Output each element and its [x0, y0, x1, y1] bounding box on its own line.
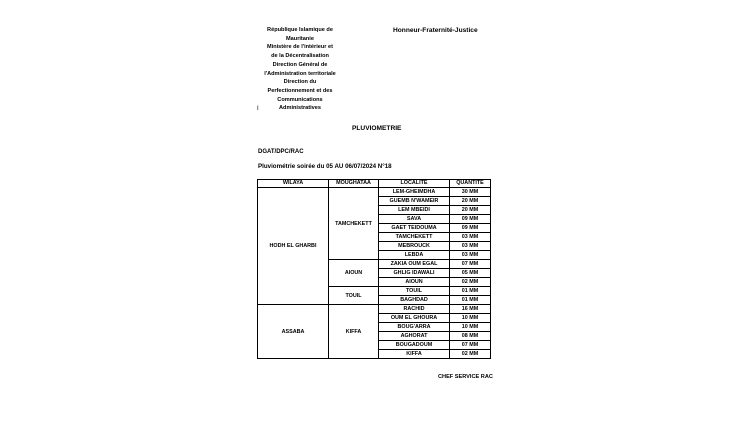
localite-cell: OUM EL GHOURA [379, 314, 450, 323]
issuer-line: Direction du [283, 79, 317, 86]
localite-cell: AGHORAT [379, 332, 450, 341]
quantite-cell: 01 MM [450, 287, 491, 296]
quantite-cell: 10 MM [450, 323, 491, 332]
issuer-line: Communications [277, 96, 323, 103]
quantite-cell: 09 MM [450, 224, 491, 233]
localite-cell: TOUIL [379, 287, 450, 296]
quantite-cell: 02 MM [450, 350, 491, 359]
quantite-cell: 05 MM [450, 269, 491, 278]
quantite-cell: 20 MM [450, 206, 491, 215]
quantite-cell: 02 MM [450, 278, 491, 287]
localite-cell: MEBROUCK [379, 242, 450, 251]
localite-cell: AIOUN [379, 278, 450, 287]
localite-cell: LEM-GHEIMDHA [379, 188, 450, 197]
stray-mark: I [257, 106, 259, 112]
localite-cell: GAET TEIDOUMA [379, 224, 450, 233]
quantite-cell: 08 MM [450, 332, 491, 341]
document-title: PLUVIOMETRIE [352, 125, 402, 132]
quantite-cell: 01 MM [450, 296, 491, 305]
localite-cell: TAMCHEKETT [379, 233, 450, 242]
column-header-moughataa: MOUGHATAA [329, 180, 379, 188]
quantite-cell: 07 MM [450, 341, 491, 350]
wilaya-cell: HODH EL GHARBI [258, 188, 329, 305]
moughataa-cell: AIOUN [329, 260, 379, 287]
issuer-line: Perfectionnement et des [267, 87, 333, 94]
quantite-cell: 07 MM [450, 260, 491, 269]
moughataa-cell: TOUIL [329, 287, 379, 305]
quantite-cell: 03 MM [450, 233, 491, 242]
reference-code: DGAT/DPC/RAC [258, 149, 304, 155]
issuer-line: Mauritanie [286, 35, 314, 42]
national-motto: Honneur-Fraternité-Justice [393, 27, 478, 34]
column-header-quantite: QUANTITE [450, 180, 491, 188]
localite-cell: KIFFA [379, 350, 450, 359]
issuer-block [250, 26, 350, 113]
table-row [258, 188, 491, 197]
quantite-cell: 30 MM [450, 188, 491, 197]
localite-cell: BAGHDAD [379, 296, 450, 305]
issuer-line: Ministère de l'intérieur et [267, 44, 333, 51]
table-row [258, 305, 491, 314]
column-header-wilaya: WILAYA [258, 180, 329, 188]
quantite-cell: 16 MM [450, 305, 491, 314]
localite-cell: GHLIG IDAWALI [379, 269, 450, 278]
rainfall-table [257, 179, 491, 359]
localite-cell: SAVA [379, 215, 450, 224]
localite-cell: LEM MBEIDI [379, 206, 450, 215]
wilaya-cell: ASSABA [258, 305, 329, 359]
localite-cell: RACHID [379, 305, 450, 314]
localite-cell: LEBDA [379, 251, 450, 260]
moughataa-cell: TAMCHEKETT [329, 188, 379, 260]
quantite-cell: 09 MM [450, 215, 491, 224]
column-header-localite: LOCALITE [379, 180, 450, 188]
report-subtitle: Pluviométrie soirée du 05 AU 06/07/2024 N°18 [258, 163, 392, 170]
localite-cell: ZAKIA OUM EGAL [379, 260, 450, 269]
issuer-line: Direction Général de [272, 61, 328, 68]
table-header-row [258, 180, 491, 188]
quantite-cell: 03 MM [450, 251, 491, 260]
quantite-cell: 03 MM [450, 242, 491, 251]
signature-title: CHEF SERVICE RAC [438, 374, 493, 380]
issuer-line: République Islamique de [267, 27, 333, 33]
issuer-line: Administratives [279, 105, 321, 112]
localite-cell: BOUGADOUM [379, 341, 450, 350]
localite-cell: GUEMB N'WAMEIR [379, 197, 450, 206]
issuer-line: l'Administration territoriale [264, 70, 336, 77]
localite-cell: BOUG'ARRA [379, 323, 450, 332]
quantite-cell: 10 MM [450, 314, 491, 323]
issuer-line: de la Décentralisation [271, 53, 329, 60]
moughataa-cell: KIFFA [329, 305, 379, 359]
quantite-cell: 20 MM [450, 197, 491, 206]
